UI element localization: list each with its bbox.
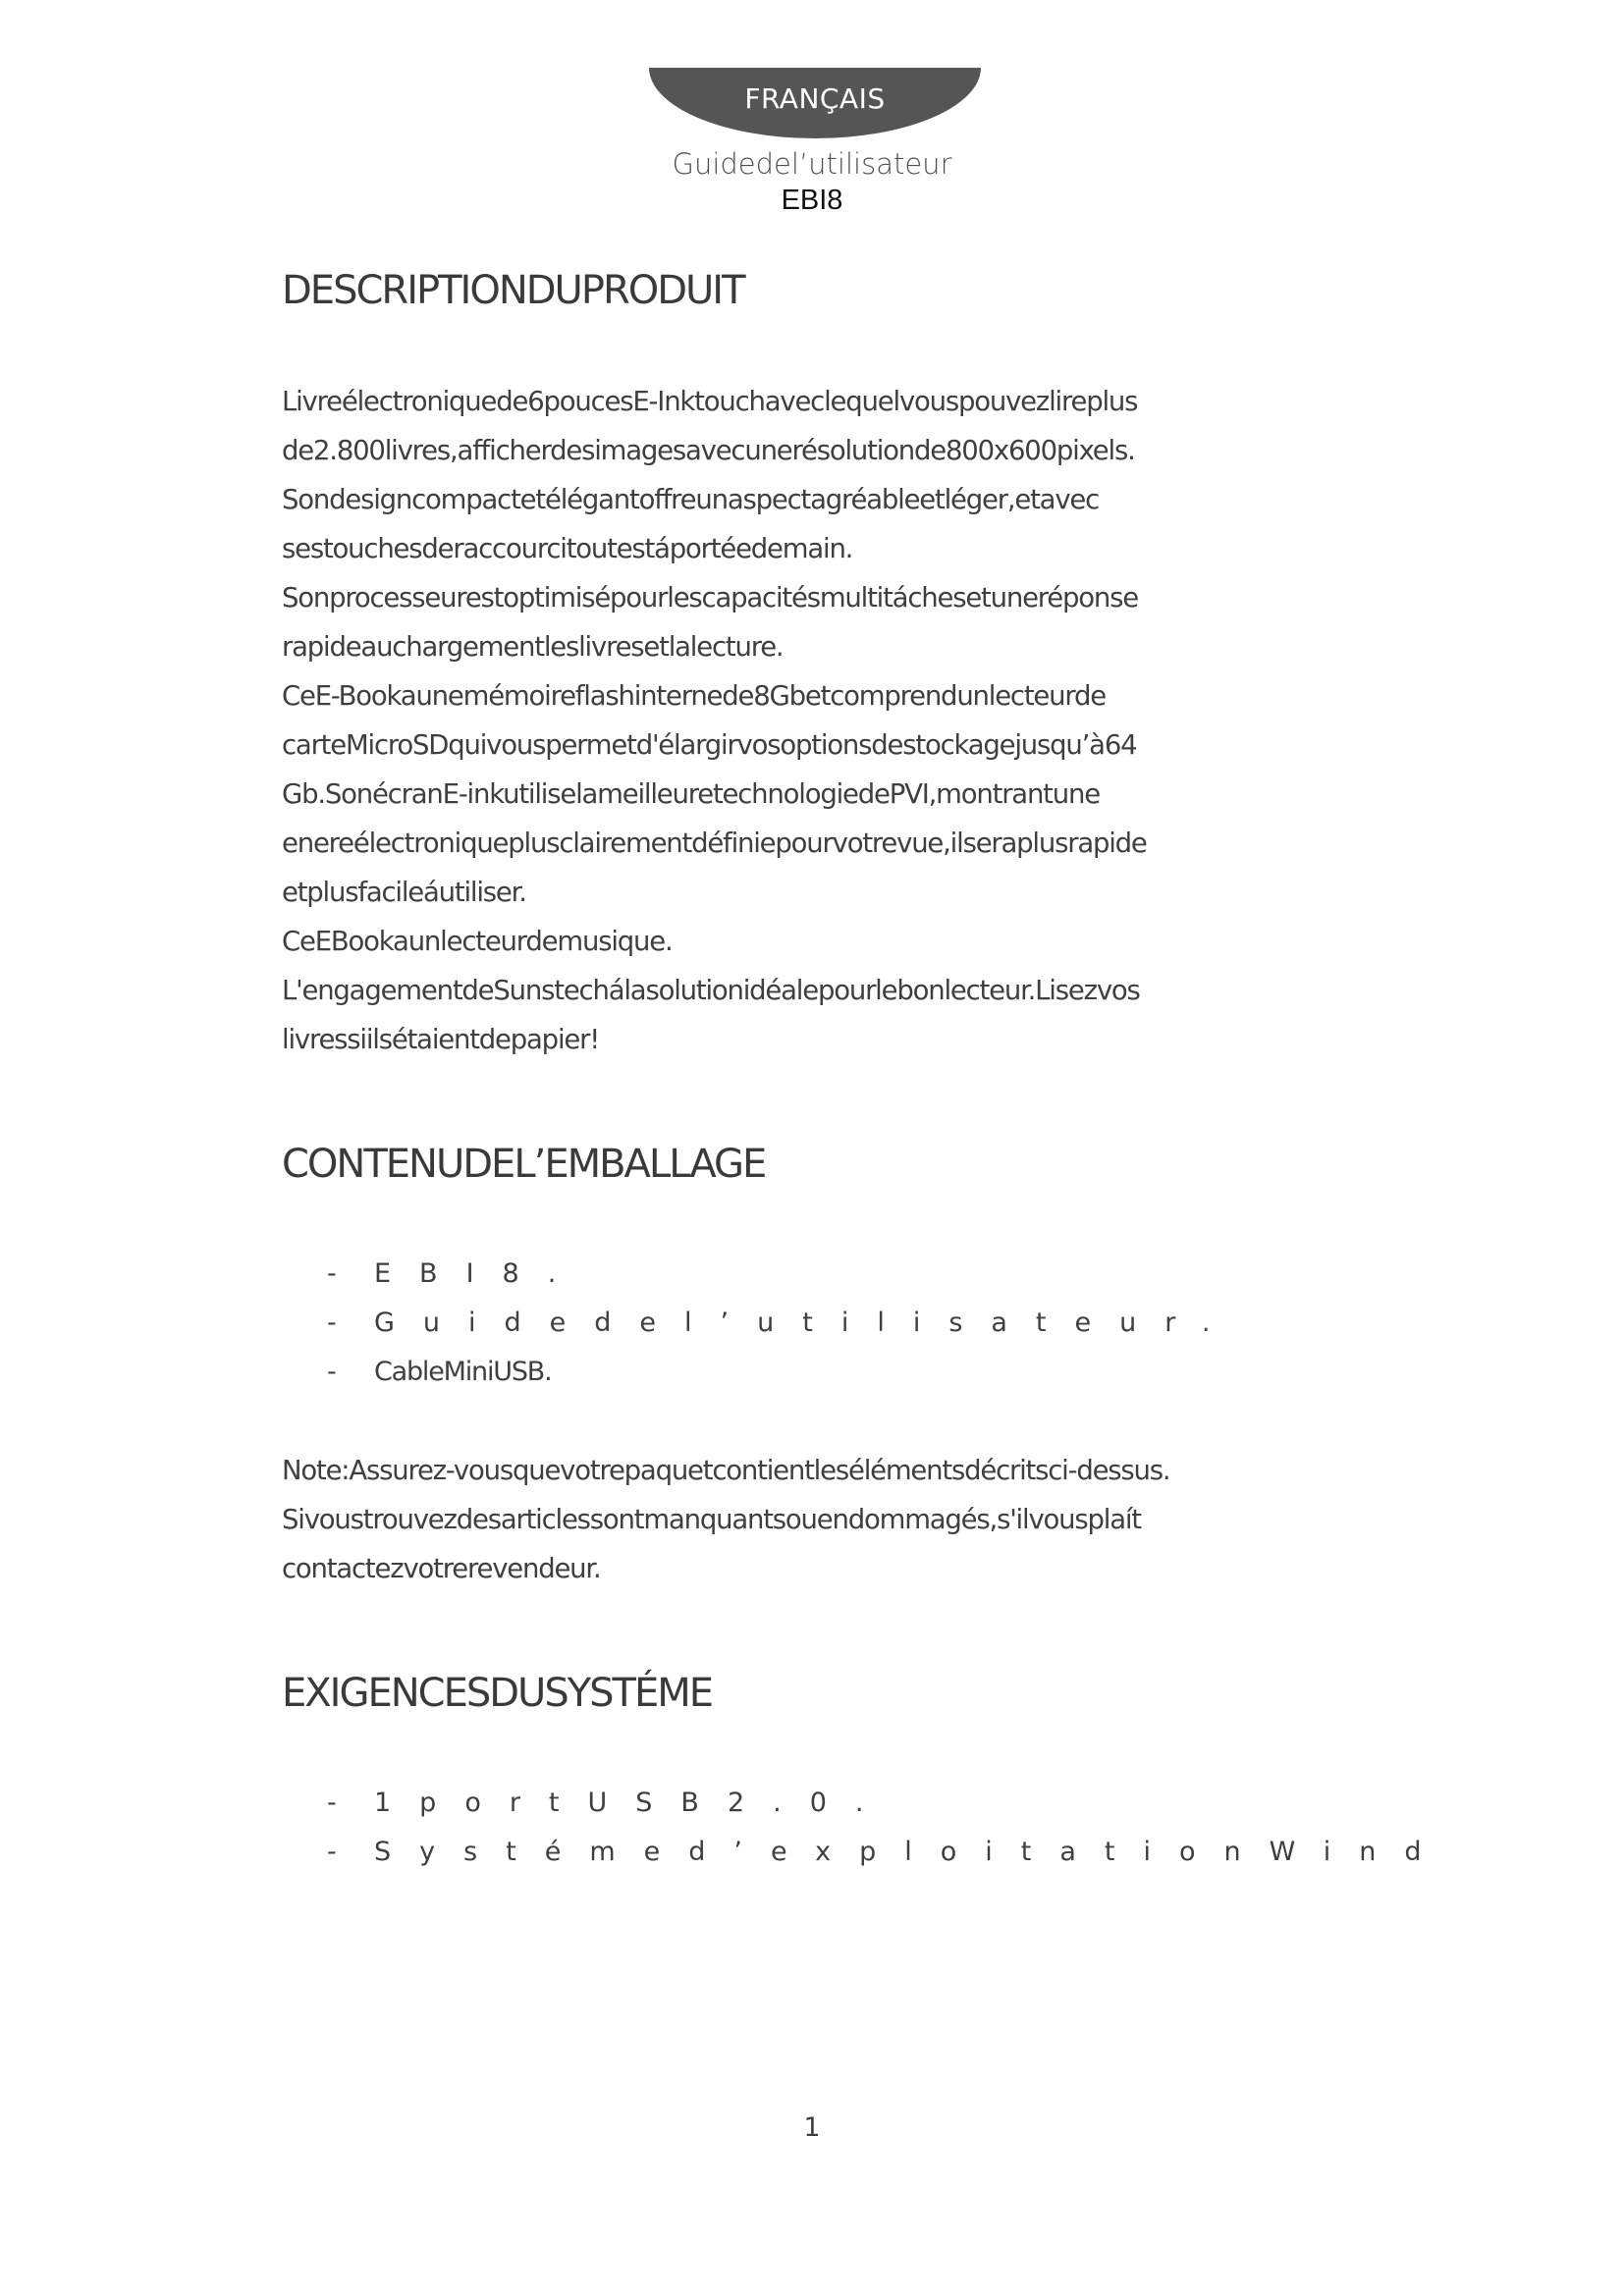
- list-item: [327, 1250, 1603, 1299]
- language-tab-label: FRANÇAIS: [744, 82, 886, 115]
- list-item-text: 1portUSB2.0.: [374, 1788, 893, 1818]
- package-list: [327, 1250, 1603, 1397]
- paragraph-line: Sonprocesseurestoptimisépourlescapacitésmultitáchesetuneréponse: [282, 582, 1138, 614]
- paragraph-line: de2.800livres,afficherdesimagesavecunerésolutionde800x600pixels.: [282, 435, 1135, 466]
- guide-title: Guidedel’utilisateur: [672, 147, 952, 181]
- bullet-dash: -: [327, 1788, 337, 1818]
- note-line: Note:Assurez-vousquevotrepaquetcontientlesélémentsdécritsci-dessus.: [282, 1455, 1170, 1486]
- paragraph-line: Livreélectroniquede6poucesE-Inktouchaveclequelvouspouvezlireplus: [282, 386, 1138, 417]
- paragraph-line: CeEBookaunlecteurdemusique.: [282, 926, 673, 957]
- list-item-text: Guidedel’utilisateur.: [374, 1308, 1239, 1338]
- list-item: [327, 1828, 1603, 1877]
- note-line: Sivoustrouvezdesarticlessontmanquantsouendommagés,s'ilvousplaít: [282, 1504, 1141, 1535]
- list-item-text: EBI8.: [374, 1258, 585, 1289]
- note-line: contactezvotrerevendeur.: [282, 1553, 601, 1584]
- section-heading-requirements: EXIGENCESDUSYSTÉME: [282, 1671, 713, 1716]
- bullet-dash: -: [327, 1357, 337, 1387]
- section-heading-package: CONTENUDEL’EMBALLAGE: [282, 1142, 766, 1187]
- bullet-dash: -: [327, 1308, 337, 1338]
- list-item: [327, 1348, 1603, 1397]
- paragraph-line: Sondesigncompactetélégantoffreunaspectagréableetléger,etavec: [282, 484, 1100, 515]
- list-item: [327, 1299, 1603, 1348]
- paragraph-line: etplusfacileáutiliser.: [282, 877, 526, 908]
- paragraph-line: Gb.SonécranE-inkutiliselameilleuretechnologiedePVI,montrantune: [282, 778, 1100, 810]
- description-paragraph: [282, 377, 1362, 1064]
- paragraph-line: sestouchesderaccourcitoutestáportéedemain.: [282, 533, 853, 564]
- list-item-text: CableMiniUSB.: [374, 1357, 552, 1387]
- paragraph-line: carteMicroSDquivouspermetd'élargirvosoptionsdestockagejusqu’à64: [282, 729, 1137, 761]
- package-note: [282, 1446, 1362, 1593]
- page-number: 1: [803, 2112, 821, 2143]
- list-item-text: Systémed’exploitationWind: [374, 1837, 1450, 1867]
- paragraph-line: CeE-Bookaunemémoireflashinternede8Gbetcomprendunlecteurde: [282, 680, 1106, 712]
- paragraph-line: livressiilsétaientdepapier!: [282, 1024, 600, 1055]
- bullet-dash: -: [327, 1837, 337, 1867]
- paragraph-line: enereélectroniqueplusclairementdéfiniepourvotrevue,ilseraplusrapide: [282, 828, 1147, 859]
- bullet-dash: -: [327, 1258, 337, 1289]
- paragraph-line: L'engagementdeSunstechálasolutionidéalepourlebonlecteur.Lisezvos: [282, 975, 1140, 1006]
- paragraph-line: rapideauchargementleslivresetlalecture.: [282, 631, 784, 663]
- section-heading-description: DESCRIPTIONDUPRODUIT: [282, 268, 744, 313]
- requirements-list: [327, 1779, 1603, 1877]
- list-item: [327, 1779, 1603, 1828]
- model-title: EBI8: [781, 185, 843, 216]
